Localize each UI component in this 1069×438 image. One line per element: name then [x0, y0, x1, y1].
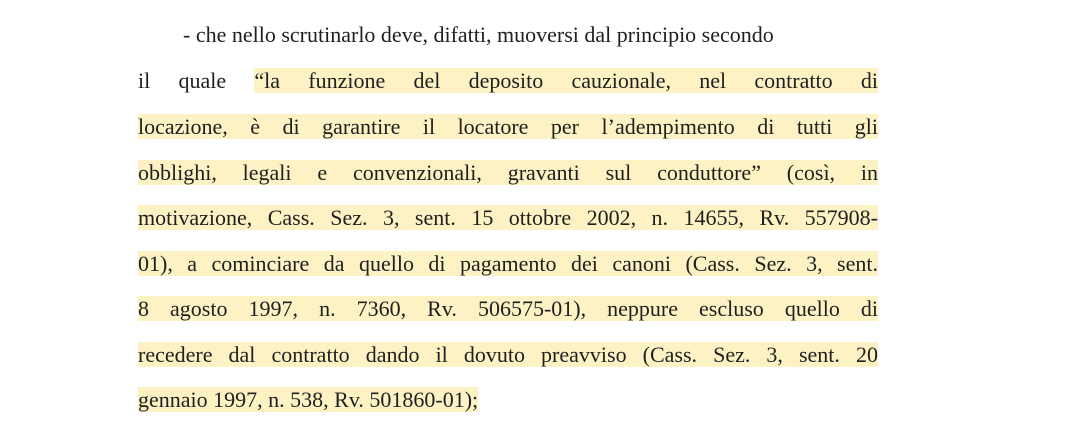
paragraph-line-5 [138, 201, 878, 235]
paragraph-line-4 [138, 156, 878, 190]
line-7-highlighted-text: 8 agosto 1997, n. 7360, Rv. 506575-01), neppure escluso quello di [138, 296, 878, 321]
paragraph-line-7 [138, 292, 878, 326]
line-8-highlighted-text: recedere dal contratto dando il dovuto preavviso (Cass. Sez. 3, sent. 20 [138, 342, 878, 367]
line-9-highlighted-text: gennaio 1997, n. 538, Rv. 501860-01); [138, 387, 479, 412]
paragraph-line-1 [183, 18, 878, 52]
line-5-highlighted-text: motivazione, Cass. Sez. 3, sent. 15 ottobre 2002, n. 14655, Rv. 557908- [138, 205, 878, 230]
line-3-highlighted-text: locazione, è di garantire il locatore per l’adempimento di tutti gli [138, 114, 878, 139]
paragraph-line-2 [138, 64, 878, 98]
paragraph-line-6 [138, 247, 878, 281]
line-2-highlighted-text: “la funzione del deposito cauzionale, nel contratto di [254, 68, 878, 93]
line-6-highlighted-text: 01), a cominciare da quello di pagamento dei canoni (Cass. Sez. 3, sent. [138, 251, 878, 276]
line-2-plain-text: il quale [138, 68, 255, 93]
paragraph-line-3 [138, 110, 878, 144]
paragraph-line-9 [138, 383, 878, 417]
paragraph-line-8 [138, 338, 878, 372]
line-4-highlighted-text: obblighi, legali e convenzionali, gravanti sul conduttore” (così, in [138, 160, 878, 185]
line-1-text: - che nello scrutinarlo deve, difatti, muoversi dal principio secondo [183, 22, 774, 47]
